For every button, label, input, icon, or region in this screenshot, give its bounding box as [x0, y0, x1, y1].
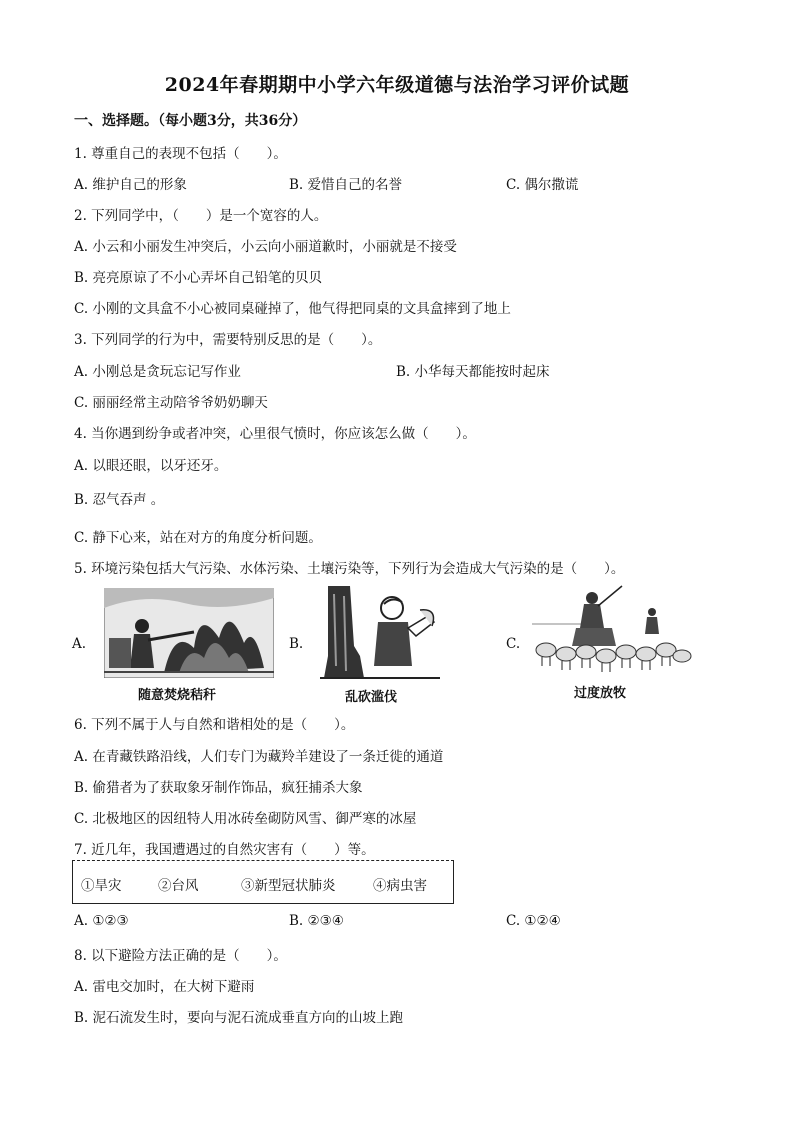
exam-title: 2024年春期期中小学六年级道德与法治学习评价试题	[164, 74, 630, 96]
question-2-option-a: A. 小云和小丽发生冲突后，小云向小丽道歉时，小丽就是不接受	[74, 239, 457, 255]
question-1-option-a: A. 维护自己的形象	[74, 177, 187, 193]
question-7-item-3: ③新型冠状肺炎	[241, 878, 336, 894]
question-7-stem: 7. 近几年，我国遭遇过的自然灾害有（ ）等。	[74, 842, 375, 858]
question-4-stem: 4. 当你遇到纷争或者冲突，心里很气愤时，你应该怎么做（ ）。	[74, 426, 476, 442]
question-5-option-b-caption: 乱砍滥伐	[345, 690, 398, 705]
question-7-item-1: ①旱灾	[81, 878, 122, 894]
overgrazing-image	[532, 584, 692, 674]
question-4-option-b: B. 忍气吞声 。	[74, 492, 165, 508]
question-6-stem: 6. 下列不属于人与自然和谐相处的是（ ）。	[74, 717, 355, 733]
question-4-option-c: C. 静下心来，站在对方的角度分析问题。	[74, 530, 322, 546]
question-6-option-b: B. 偷猎者为了获取象牙制作饰品，疯狂捕杀大象	[74, 780, 363, 796]
question-8-option-b: B. 泥石流发生时，要向与泥石流成垂直方向的山坡上跑	[74, 1010, 404, 1026]
question-8-option-a: A. 雷电交加时，在大树下避雨	[74, 979, 255, 995]
question-7-option-b: B. ②③④	[289, 913, 344, 929]
question-6-option-c: C. 北极地区的因纽特人用冰砖垒砌防风雪、御严寒的冰屋	[74, 811, 417, 827]
question-5-option-b-label: B.	[289, 636, 304, 652]
question-7-item-4: ④病虫害	[373, 878, 427, 894]
question-7-items-box	[72, 860, 454, 904]
question-2-option-b: B. 亮亮原谅了不小心弄坏自己铅笔的贝贝	[74, 270, 323, 286]
question-3-stem: 3. 下列同学的行为中，需要特别反思的是（ ）。	[74, 332, 382, 348]
question-5-option-c-label: C.	[506, 636, 521, 652]
question-4-option-a: A. 以眼还眼，以牙还牙。	[74, 458, 228, 474]
question-7-item-2: ②台风	[158, 878, 199, 894]
question-3-option-a: A. 小刚总是贪玩忘记写作业	[74, 364, 241, 380]
section-heading: 一、选择题。（每小题3分，共36分）	[74, 113, 307, 129]
question-5-option-a-caption: 随意焚烧秸秆	[138, 688, 217, 703]
straw-burning-image	[104, 588, 274, 678]
question-1-option-b: B. 爱惜自己的名誉	[289, 177, 403, 193]
question-6-option-a: A. 在青藏铁路沿线，人们专门为藏羚羊建设了一条迁徙的通道	[74, 749, 444, 765]
question-5-stem: 5. 环境污染包括大气污染、水体污染、土壤污染等，下列行为会造成大气污染的是（ ）。	[74, 561, 625, 577]
deforestation-image	[320, 586, 440, 681]
question-5-option-c-caption: 过度放牧	[574, 686, 627, 701]
question-1-option-c: C. 偶尔撒谎	[506, 177, 579, 193]
question-2-stem: 2. 下列同学中，（ ）是一个宽容的人。	[74, 208, 328, 224]
question-2-option-c: C. 小刚的文具盒不小心被同桌碰掉了，他气得把同桌的文具盒摔到了地上	[74, 301, 511, 317]
question-7-option-a: A. ①②③	[74, 913, 129, 929]
question-8-stem: 8. 以下避险方法正确的是（ ）。	[74, 948, 287, 964]
question-1-stem: 1. 尊重自己的表现不包括（ ）。	[74, 146, 287, 162]
question-3-option-b: B. 小华每天都能按时起床	[396, 364, 550, 380]
question-7-option-c: C. ①②④	[506, 913, 561, 929]
question-5-option-a-label: A.	[72, 636, 87, 652]
question-3-option-c: C. 丽丽经常主动陪爷爷奶奶聊天	[74, 395, 268, 411]
